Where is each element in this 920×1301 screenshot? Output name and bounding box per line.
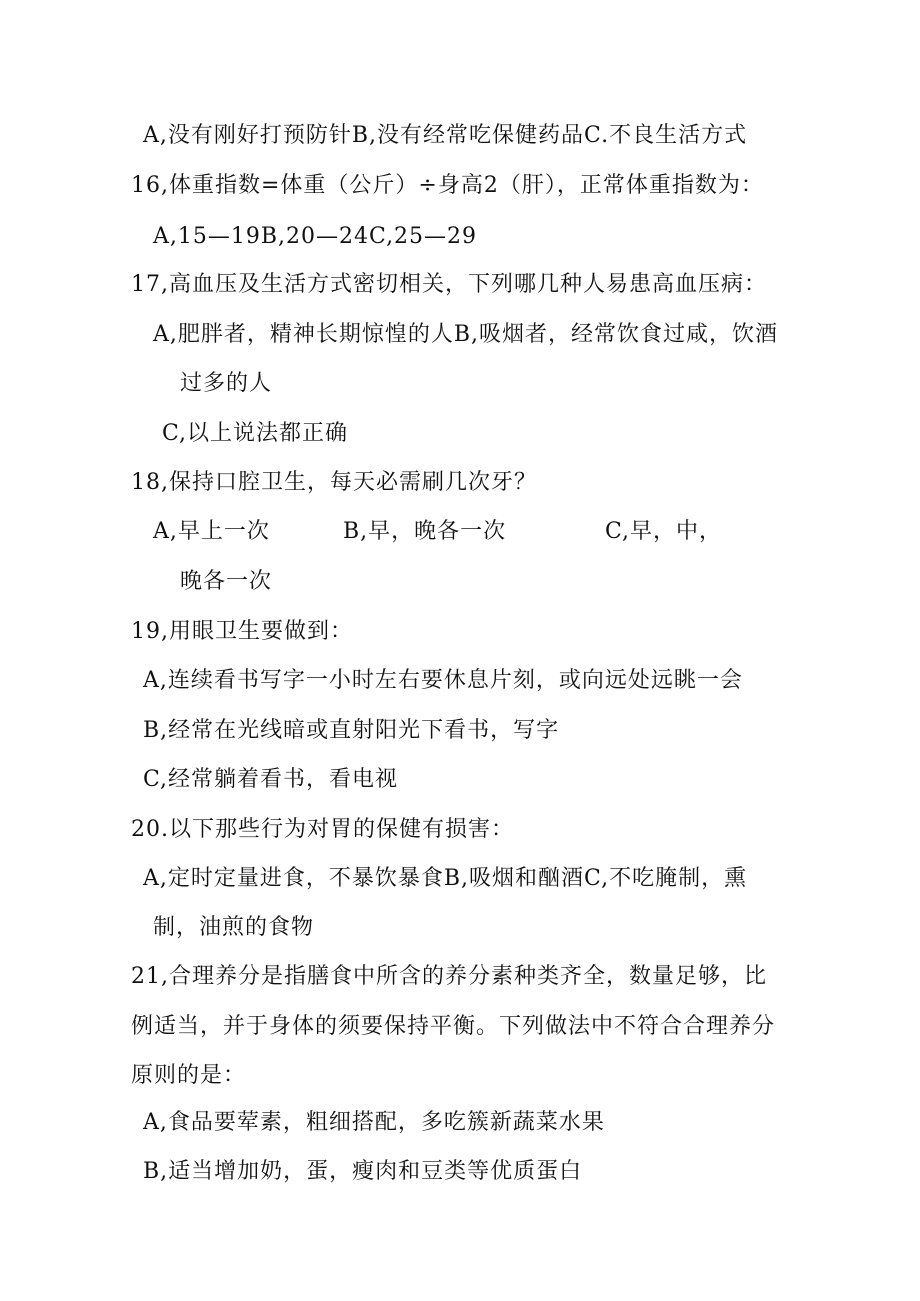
- q15-options: A,没有刚好打预防针B,没有经常吃保健药品C.不良生活方式: [143, 123, 748, 148]
- q21-option-a: A,食品要荤素，粗细搭配，多吃簇新蔬菜水果: [143, 1110, 605, 1135]
- q17-question: 17,高血压及生活方式密切相关，下列哪几种人易患高血压病：: [131, 272, 767, 297]
- q18-option-c: C,早，中，: [605, 519, 723, 544]
- q18-option-a: A,早上一次: [153, 519, 270, 544]
- q20-options: A,定时定量进食，不暴饮暴食B,吸烟和酗酒C,不吃腌制，熏: [143, 866, 748, 891]
- q18-question: 18,保持口腔卫生，每天必需刷几次牙？: [131, 470, 537, 495]
- q19-option-c: C,经常躺着看书，看电视: [143, 767, 399, 792]
- q21-option-b: B,适当增加奶，蛋，瘦肉和豆类等优质蛋白: [143, 1159, 583, 1184]
- q21-question-line3: 原则的是：: [131, 1063, 247, 1088]
- q17-option-c: C,以上说法都正确: [162, 421, 349, 446]
- q18-option-b: B,早，晚各一次: [343, 519, 507, 544]
- q19-option-b: B,经常在光线暗或直射阳光下看书，写字: [143, 718, 560, 743]
- q18-option-c-cont: 晚各一次: [180, 569, 273, 594]
- q21-question-line1: 21,合理养分是指膳食中所含的养分素种类齐全，数量足够，比: [131, 964, 767, 989]
- q20-option-c-cont: 制，油煎的食物: [153, 915, 315, 940]
- q21-question-line2: 例适当，并于身体的须要保持平衡。下列做法中不符合合理养分: [131, 1014, 776, 1039]
- q17-option-b-cont: 过多的人: [180, 371, 273, 396]
- q16-options: A,15—19B,20—24C,25—29: [153, 224, 478, 249]
- q19-question: 19,用眼卫生要做到：: [131, 619, 353, 644]
- q16-question: 16,体重指数=体重（公斤）÷身高2（肝），正常体重指数为：: [131, 173, 764, 198]
- q17-option-ab: A,肥胖者，精神长期惊惶的人B,吸烟者，经常饮食过咸，饮酒: [153, 322, 779, 347]
- q20-question: 20.以下那些行为对胃的保健有损害：: [131, 817, 514, 842]
- q19-option-a: A,连续看书写字一小时左右要休息片刻，或向远处远眺一会: [143, 668, 743, 693]
